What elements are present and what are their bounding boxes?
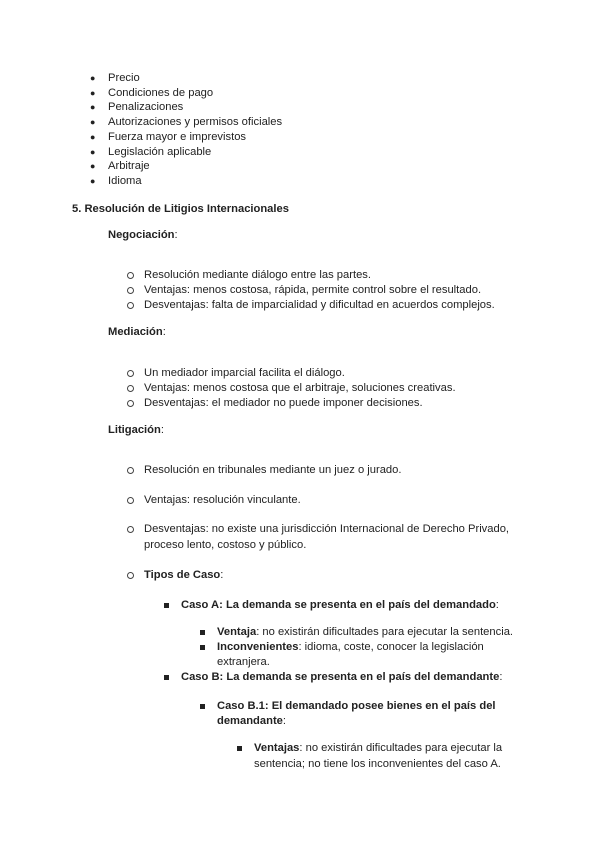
list-item: Fuerza mayor e imprevistos xyxy=(108,131,247,143)
bullet-dot: ● xyxy=(90,161,96,171)
list-item: Ventajas: menos costosa, rápida, permite control sobre el resultado. xyxy=(144,284,482,296)
ventajas-text: : no existirán dificultades para ejecutar la xyxy=(299,742,503,754)
colon: : xyxy=(499,671,503,683)
colon: : xyxy=(282,715,287,727)
bullet-dot: ● xyxy=(90,132,96,142)
square-bullet xyxy=(200,704,205,709)
circle-bullet xyxy=(127,497,134,504)
circle-bullet xyxy=(127,467,134,474)
ventajas-label: Ventajas xyxy=(254,742,300,754)
list-item: Precio xyxy=(108,72,140,84)
list-item: Ventajas: menos costosa que el arbitraje, soluciones creativas. xyxy=(144,382,456,394)
inconv-text: : idioma, coste, conocer la legislación xyxy=(298,641,484,653)
colon: : xyxy=(220,569,224,581)
inconv-label: Inconvenientes xyxy=(217,641,299,653)
bullet-dot: ● xyxy=(90,88,96,98)
ventaja-label: Ventaja xyxy=(217,626,257,638)
caso-b1-text: demandante xyxy=(217,715,283,727)
tipos-label: Tipos de Caso xyxy=(144,569,221,581)
bullet-dot: ● xyxy=(90,117,96,127)
list-item: Desventajas: no existe una jurisdicción Internacional de Derecho Privado, xyxy=(144,523,510,535)
bullet-dot: ● xyxy=(90,176,96,186)
circle-bullet xyxy=(127,287,134,294)
heading-text: Mediación xyxy=(108,326,163,338)
negociacion-heading xyxy=(108,228,178,243)
square-bullet xyxy=(200,645,205,650)
heading-text: Litigación xyxy=(108,424,161,436)
square-bullet xyxy=(237,746,242,751)
inconv-continuation: extranjera. xyxy=(217,656,270,668)
circle-bullet xyxy=(127,400,134,407)
caso-b1-label: Caso B.1: El demandado posee bienes en el país del xyxy=(217,700,496,712)
list-item: Condiciones de pago xyxy=(108,87,214,99)
list-item: Resolución mediante diálogo entre las partes. xyxy=(144,269,371,281)
square-bullet xyxy=(200,630,205,635)
colon: : xyxy=(160,424,164,436)
caso-b1-label-continuation xyxy=(217,714,286,729)
ventaja-text: : no existirán dificultades para ejecutar la sentencia. xyxy=(256,626,514,638)
list-item: Desventajas: el mediador no puede imponer decisiones. xyxy=(144,397,423,409)
list-item: Ventajas: resolución vinculante. xyxy=(144,494,301,506)
caso-a-text: Caso A: La demanda se presenta en el país del demandado xyxy=(181,599,496,611)
caso-b-text: Caso B: La demanda se presenta en el país del demandante xyxy=(181,671,500,683)
caso-a-inconvenientes xyxy=(217,640,484,655)
list-item: Arbitraje xyxy=(108,160,150,172)
bullet-dot: ● xyxy=(90,102,96,112)
ventajas-continuation: sentencia; no tiene los inconvenientes del caso A. xyxy=(254,758,501,770)
bullet-dot: ● xyxy=(90,73,96,83)
section-title: 5. Resolución de Litigios Internacionales xyxy=(72,203,289,215)
list-item: Idioma xyxy=(108,175,142,187)
list-item: Desventajas: falta de imparcialidad y dificultad en acuerdos complejos. xyxy=(144,299,495,311)
caso-a-ventaja xyxy=(217,625,513,640)
circle-bullet xyxy=(127,370,134,377)
colon: : xyxy=(162,326,166,338)
circle-bullet xyxy=(127,272,134,279)
list-item: Legislación aplicable xyxy=(108,146,212,158)
square-bullet xyxy=(164,603,169,608)
colon: : xyxy=(174,229,178,241)
caso-b1-ventajas xyxy=(254,741,502,756)
tipos-de-caso xyxy=(144,568,223,583)
mediacion-heading xyxy=(108,325,166,340)
list-item: Penalizaciones xyxy=(108,101,184,113)
circle-bullet xyxy=(127,526,134,533)
bullet-dot: ● xyxy=(90,147,96,157)
list-item: Resolución en tribunales mediante un juez o jurado. xyxy=(144,464,402,476)
litigacion-heading xyxy=(108,423,164,438)
circle-bullet xyxy=(127,385,134,392)
caso-a-label xyxy=(181,598,499,613)
list-item: Autorizaciones y permisos oficiales xyxy=(108,116,283,128)
circle-bullet xyxy=(127,572,134,579)
list-item-continuation: proceso lento, costoso y público. xyxy=(144,539,307,551)
colon: : xyxy=(495,599,499,611)
caso-b-label xyxy=(181,670,502,685)
heading-text: Negociación xyxy=(108,229,175,241)
circle-bullet xyxy=(127,302,134,309)
list-item: Un mediador imparcial facilita el diálogo. xyxy=(144,367,345,379)
square-bullet xyxy=(164,675,169,680)
